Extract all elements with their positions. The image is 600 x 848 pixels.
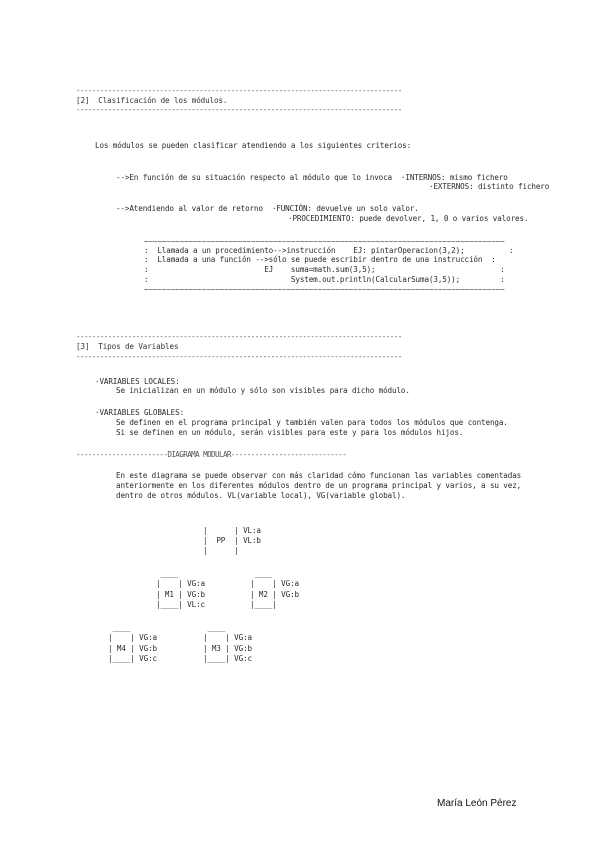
section2-rule-bottom: ---------------------------------------------------------------------------------- <box>76 105 402 114</box>
section2-rule-top: ---------------------------------------------------------------------------------- <box>76 86 402 95</box>
example-box-bottom: ~~~~~~~~~~~~~~~~~~~~~~~~~~~~~~~~~~~~~~~~~~~~~~~~~~~~~~~~~~~~~~~~~~~~~~~~~~~~~~~~~ <box>144 285 505 294</box>
local-vars-title: ·VARIABLES LOCALES: <box>95 377 180 386</box>
author-signature: María León Pérez <box>437 798 517 809</box>
m2-line: |____| <box>250 600 277 609</box>
criterion1-line2: ·EXTERNOS: distinto fichero <box>429 182 550 191</box>
diagram-rule: -----------------------DIAGRAMA MODULAR----------------------------- <box>76 450 347 459</box>
m4-line: ____ <box>108 623 131 632</box>
section3-heading: [3] Tipos de Variables <box>76 342 179 351</box>
section3-rule-bottom: ---------------------------------------------------------------------------------- <box>76 352 402 361</box>
section3-rule-top: ---------------------------------------------------------------------------------- <box>76 332 402 341</box>
m4-line: |____| VG:c <box>108 654 157 663</box>
section2-heading: [2] Clasificación de los módulos. <box>76 96 228 105</box>
example-box-line4: : System.out.println(CalcularSuma(3,5)); : <box>144 275 505 284</box>
diagram-intro-line1: En este diagrama se puede observar con más claridad cómo funcionan las variables comentadas <box>116 471 522 480</box>
diagram-intro-line2: anteriormente en los diferentes módulos dentro de un programa principal y varios, a su vez, <box>116 481 522 490</box>
example-box-line1: : Llamada a un procedimiento-->instrucción EJ: pintarOperacion(3,2); : <box>144 246 514 255</box>
local-vars-text: Se inicializan en un módulo y sólo son visibles para dicho módulo. <box>116 386 410 395</box>
pp-line: | PP | VL:b <box>203 536 261 545</box>
m4-line: | M4 | VG:b <box>108 644 157 653</box>
criterion2-line1: -->Atendiendo al valor de retorno ·FUNCIÓN: devuelve un solo valor. <box>116 204 419 213</box>
criterion2-line2: ·PROCEDIMIENTO: puede devolver, 1, 0 o varios valores. <box>288 214 529 223</box>
m1-line: |____| VL:c <box>156 600 205 609</box>
criterion1-line1: -->En función de su situación respecto al módulo que lo invoca ·INTERNOS: mismo fichero <box>116 173 508 182</box>
m2-line: ____ <box>250 569 273 578</box>
pp-line: | | VL:a <box>203 526 261 535</box>
example-box-top: ~~~~~~~~~~~~~~~~~~~~~~~~~~~~~~~~~~~~~~~~~~~~~~~~~~~~~~~~~~~~~~~~~~~~~~~~~~~~~~~~~ <box>144 237 505 246</box>
pp-line: | | <box>203 546 239 555</box>
diagram-intro-line3: dentro de otros módulos. VL(variable local), VG(variable global). <box>116 491 406 500</box>
section2-intro: Los módulos se pueden clasificar atendiendo a los siguientes criterios: <box>95 141 412 150</box>
global-vars-text2: Si se definen en un módulo, serán visibles para este y para los módulos hijos. <box>116 428 464 437</box>
m3-line: | | VG:a <box>203 633 252 642</box>
global-vars-text1: Se definen en el programa principal y también valen para todos los módulos que contenga. <box>116 418 508 427</box>
m2-line: | M2 | VG:b <box>250 590 299 599</box>
m1-line: | | VG:a <box>156 579 205 588</box>
m1-line: | M1 | VG:b <box>156 590 205 599</box>
m2-line: | | VG:a <box>250 579 299 588</box>
example-box-line3: : EJ suma=math.sum(3,5); : <box>144 265 505 274</box>
m4-line: | | VG:a <box>108 633 157 642</box>
example-box-line2: : Llamada a una función -->sólo se puede escribir dentro de una instrucción : <box>144 255 496 264</box>
m1-line: ____ <box>156 569 179 578</box>
m3-line: |____| VG:c <box>203 654 252 663</box>
m3-line: ____ <box>203 623 226 632</box>
m3-line: | M3 | VG:b <box>203 644 252 653</box>
global-vars-title: ·VARIABLES GLOBALES: <box>95 408 185 417</box>
